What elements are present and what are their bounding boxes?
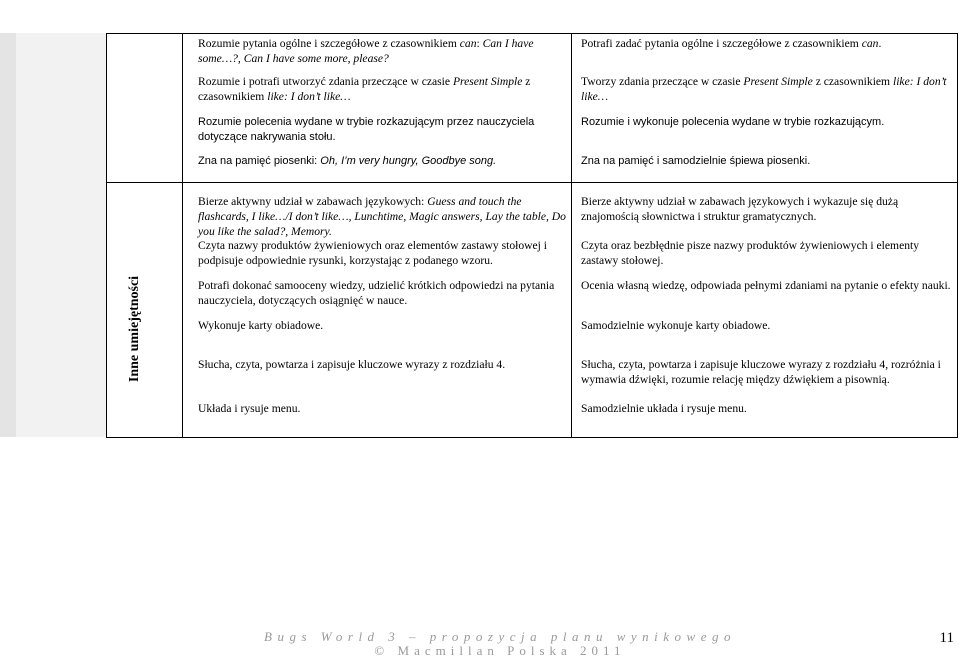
section-divider — [107, 182, 957, 183]
table-row-top-2-col3: Rozumie i wykonuje polecenia wydane w trybie rozkazującym. — [581, 116, 885, 128]
left-margin-shade — [16, 33, 106, 437]
table-row-top-1-col3: Tworzy zdania przeczące w czasie Present Simple z czasownikiem like: I don’t like… — [581, 75, 947, 103]
section-label: Inne umiejętności — [127, 275, 142, 383]
table-row-bottom-3-col3: Samodzielnie wykonuje karty obiadowe. — [581, 319, 771, 332]
table-row-bottom-5-col2: Układa i rysuje menu. — [198, 402, 301, 415]
footer-title: Bugs World 3 – propozycja planu wynikowego — [264, 629, 736, 644]
table-row-bottom-0-col2: Bierze aktywny udział w zabawach językowych: Guess and touch the flashcards, I like…/I don’t like…, Lunchtime, Magic answers, Lay the table, Do you like the salad?, Memory. — [198, 195, 566, 238]
table-row-top-1-col2: Rozumie i potrafi utworzyć zdania przeczące w czasie Present Simple z czasownikiem like: I don’t like… — [198, 75, 531, 103]
table-row-top-3-col3: Zna na pamięć i samodzielnie śpiewa piosenki. — [581, 155, 811, 167]
table-row-bottom-4-col2: Słucha, czyta, powtarza i zapisuje kluczowe wyrazy z rozdziału 4. — [198, 358, 506, 371]
left-margin-strip — [0, 33, 16, 437]
table-row-bottom-4-col3: Słucha, czyta, powtarza i zapisuje kluczowe wyrazy z rozdziału 4, rozróżnia i wymawia dźwięki, rozumie relację między dźwiękiem a pisownią. — [581, 358, 941, 386]
table-row-top-2-col2: Rozumie polecenia wydane w trybie rozkazującym przez nauczyciela dotyczące nakrywania stołu. — [198, 116, 535, 143]
column-divider-1 — [182, 34, 183, 437]
table-row-top-0-col2: Rozumie pytania ogólne i szczegółowe z czasownikiem can: Can I have some…?, Can I have some more, please? — [198, 37, 534, 65]
table-row-bottom-2-col2: Potrafi dokonać samooceny wiedzy, udzielić krótkich odpowiedzi na pytania nauczyciela, dotyczących osiągnięć w nauce. — [198, 279, 555, 307]
plan-table — [106, 33, 958, 438]
column-divider-2 — [571, 34, 572, 437]
table-row-bottom-2-col3: Ocenia własną wiedzę, odpowiada pełnymi zdaniami na pytanie o efekty nauki. — [581, 279, 951, 292]
page-number: 11 — [939, 630, 954, 646]
table-row-top-3-col2: Zna na pamięć piosenki: Oh, I’m very hungry, Goodbye song. — [198, 155, 497, 167]
table-row-bottom-0-col3: Bierze aktywny udział w zabawach językowych i wykazuje się dużą znajomością słownictwa i struktur gramatycznych. — [581, 195, 899, 223]
table-row-bottom-3-col2: Wykonuje karty obiadowe. — [198, 319, 324, 332]
table-row-bottom-1-col3: Czyta oraz bezbłędnie pisze nazwy produktów żywieniowych i elementy zastawy stołowej. — [581, 239, 920, 267]
table-row-bottom-5-col3: Samodzielnie układa i rysuje menu. — [581, 402, 747, 415]
table-row-top-0-col3: Potrafi zadać pytania ogólne i szczegółowe z czasownikiem can. — [581, 37, 882, 50]
table-row-bottom-1-col2: Czyta nazwy produktów żywieniowych oraz elementów zastawy stołowej i podpisuje odpowiednie rysunki, korzystając z podanego wzoru. — [198, 239, 547, 267]
footer-copyright: © Macmillan Polska 2011 — [374, 643, 626, 658]
